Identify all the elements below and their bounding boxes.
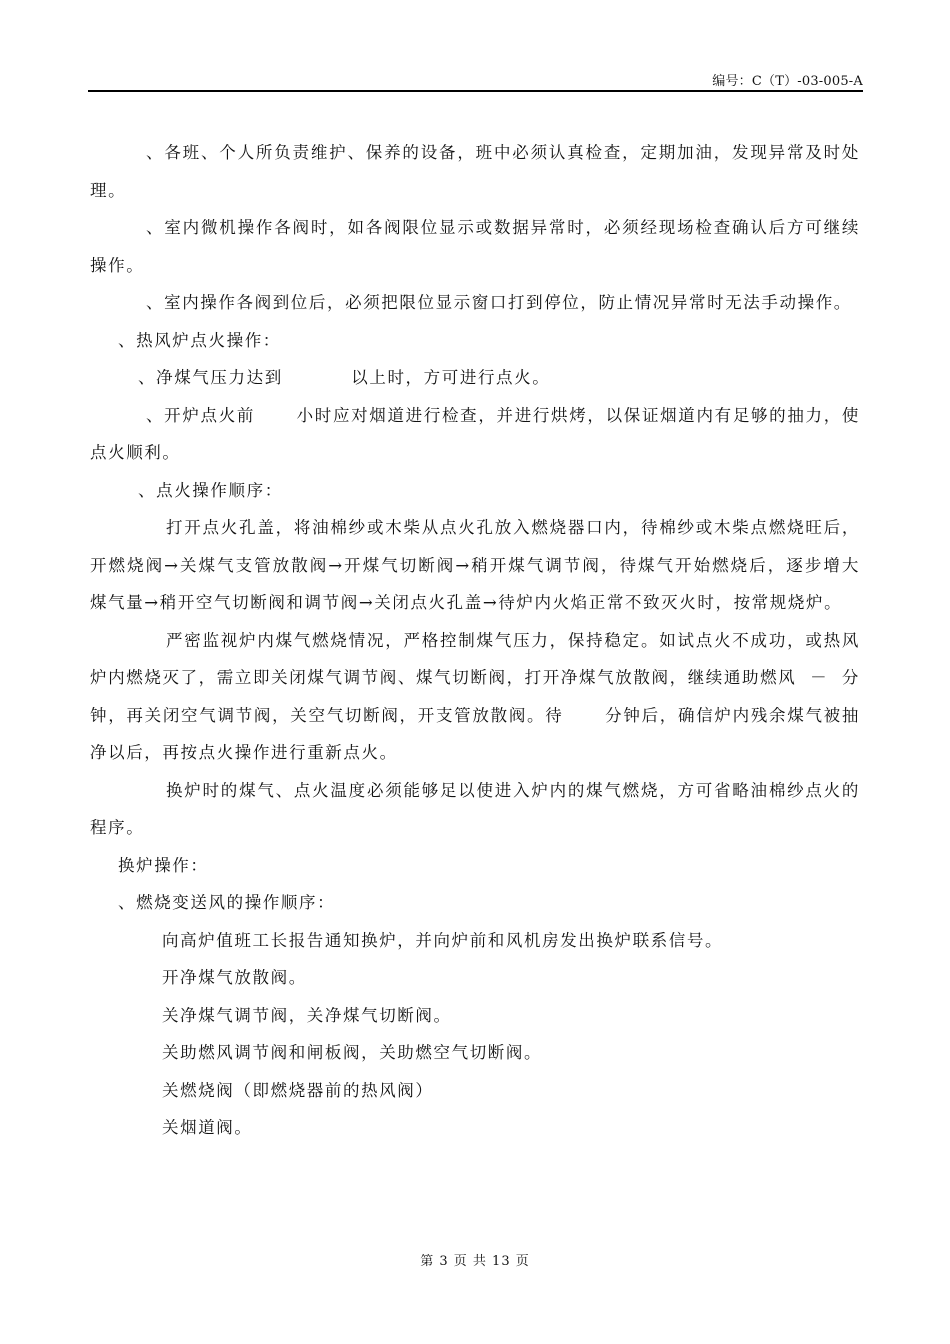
step-close-air-valves: 关助燃风调节阀和闸板阀，关助燃空气切断阀。 — [162, 1043, 543, 1062]
section-heading-stove-change: 换炉操作： — [118, 855, 209, 875]
step-notify-foreman: 向高炉值班工长报告通知换炉，并向炉前和风机房发出换炉联系信号。 — [162, 930, 724, 950]
step-open-gas-bleeder: 开净煤气放散阀。 — [162, 968, 307, 987]
section-heading-ignition: 、热风炉点火操作： — [118, 330, 281, 350]
paragraph-gas-pressure: 、净煤气压力达到 以上时，方可进行点火。 — [138, 368, 551, 387]
page-footer — [0, 1250, 950, 1269]
step-close-gas-valves: 关净煤气调节阀，关净煤气切断阀。 — [162, 1005, 452, 1025]
paragraph-skip-cotton-ignition: 换炉时的煤气、点火温度必须能够足以使进入炉内的煤气燃烧，方可省略油棉纱点火的程序。 — [90, 780, 860, 837]
step-close-burner-valve: 关燃烧阀（即燃烧器前的热风阀） — [162, 1080, 434, 1100]
document-body — [90, 134, 860, 1147]
paragraph-ignition-steps: 打开点火孔盖，将油棉纱或木柴从点火孔放入燃烧器口内，待棉纱或木柴点燃烧旺后，开燃烧阀→关煤气支管放散阀→开煤气切断阀→稍开煤气调节阀，待煤气开始燃烧后，逐步增大煤气量→稍开空气切断阀和调节阀→关闭点火孔盖→待炉内火焰正常不致灭火时，按常规烧炉。 — [90, 518, 860, 612]
page-header — [88, 70, 863, 92]
page-number: 第 3 页 共 13 页 — [420, 1254, 530, 1269]
document-code: 编号：C（T）-03-005-A — [712, 74, 863, 89]
paragraph-limit-display: 、室内操作各阀到位后，必须把限位显示窗口打到停位，防止情况异常时无法手动操作。 — [146, 293, 852, 312]
subheading-combustion-to-blast: 、燃烧变送风的操作顺序： — [118, 893, 336, 912]
step-close-flue-valve: 关烟道阀。 — [162, 1118, 253, 1137]
paragraph-equipment-maintenance: 、各班、个人所负责维护、保养的设备，班中必须认真检查，定期加油，发现异常及时处理。 — [90, 143, 860, 200]
subheading-ignition-sequence: 、点火操作顺序： — [138, 480, 283, 500]
paragraph-combustion-monitoring: 严密监视炉内煤气燃烧情况，严格控制煤气压力，保持稳定。如试点火不成功，或热风炉内燃烧灭了，需立即关闭煤气调节阀、煤气切断阀，打开净煤气放散阀，继续通助燃风 － 分钟，再关闭空气调节阀，关空气切断阀，开支管放散阀。待 分钟后，确信炉内残余煤气被抽净以后，再按点火操作进行重新点火。 — [90, 630, 860, 762]
paragraph-flue-check: 、开炉点火前 小时应对烟道进行检查，并进行烘烤，以保证烟道内有足够的抽力，使点火顺利。 — [90, 405, 860, 462]
paragraph-valve-operation: 、室内微机操作各阀时，如各阀限位显示或数据异常时，必须经现场检查确认后方可继续操作。 — [90, 218, 860, 275]
